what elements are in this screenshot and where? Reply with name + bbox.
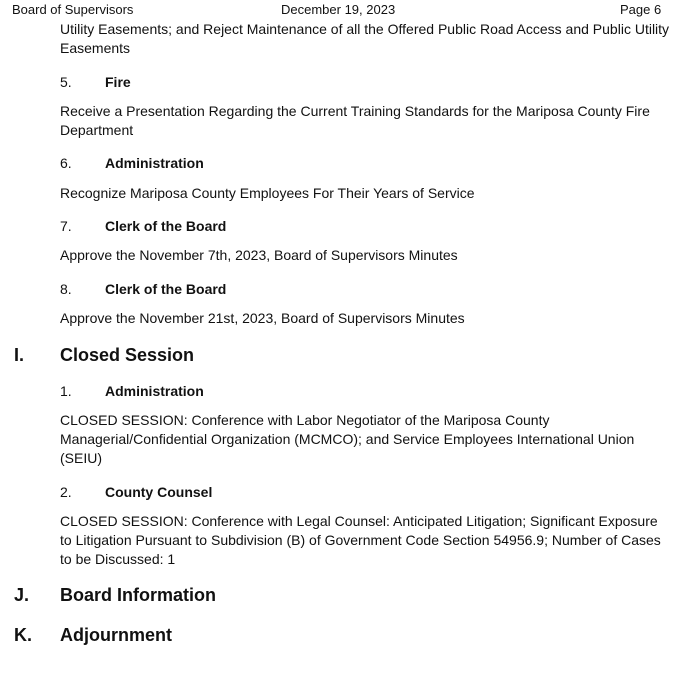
section-letter: J. (14, 585, 30, 605)
continued-paragraph: Utility Easements; and Reject Maintenance of all the Offered Public Road Access and Public Utility Easements (60, 21, 670, 56)
section-title: Adjournment (60, 625, 172, 645)
item-description: CLOSED SESSION: Conference with Labor Negotiator of the Mariposa County Managerial/Confidential Organization (MCMCO); and Service Employees International Union (SEIU) (60, 412, 635, 466)
item-title: Administration (105, 155, 204, 171)
item-description: Receive a Presentation Regarding the Current Training Standards for the Mariposa County Fire Department (60, 103, 650, 138)
item-title: Fire (105, 74, 131, 90)
item-title: Clerk of the Board (105, 218, 227, 234)
section-title: Board Information (60, 585, 216, 605)
header-page-number: Page 6 (620, 2, 662, 17)
item-title: County Counsel (105, 484, 213, 500)
item-description: Approve the November 21st, 2023, Board of Supervisors Minutes (60, 310, 465, 326)
item-number: 2. (60, 484, 72, 500)
item-description: Approve the November 7th, 2023, Board of Supervisors Minutes (60, 247, 458, 263)
item-number: 7. (60, 218, 72, 234)
header-board-name: Board of Supervisors (12, 2, 134, 17)
item-number: 1. (60, 383, 72, 399)
item-number: 6. (60, 155, 72, 171)
item-title: Administration (105, 383, 204, 399)
item-description: Recognize Mariposa County Employees For Their Years of Service (60, 185, 475, 201)
header-date: December 19, 2023 (281, 2, 396, 17)
item-title: Clerk of the Board (105, 281, 227, 297)
item-number: 5. (60, 74, 72, 90)
section-letter: K. (14, 625, 32, 645)
item-number: 8. (60, 281, 72, 297)
section-letter: I. (14, 345, 25, 365)
section-title: Closed Session (60, 345, 195, 365)
item-description: CLOSED SESSION: Conference with Legal Counsel: Anticipated Litigation; Significant Exposure to Litigation Pursuant to Subdivision (B) of Government Code Section 54956.9; Number of Cases to be Discussed: 1 (60, 513, 661, 567)
